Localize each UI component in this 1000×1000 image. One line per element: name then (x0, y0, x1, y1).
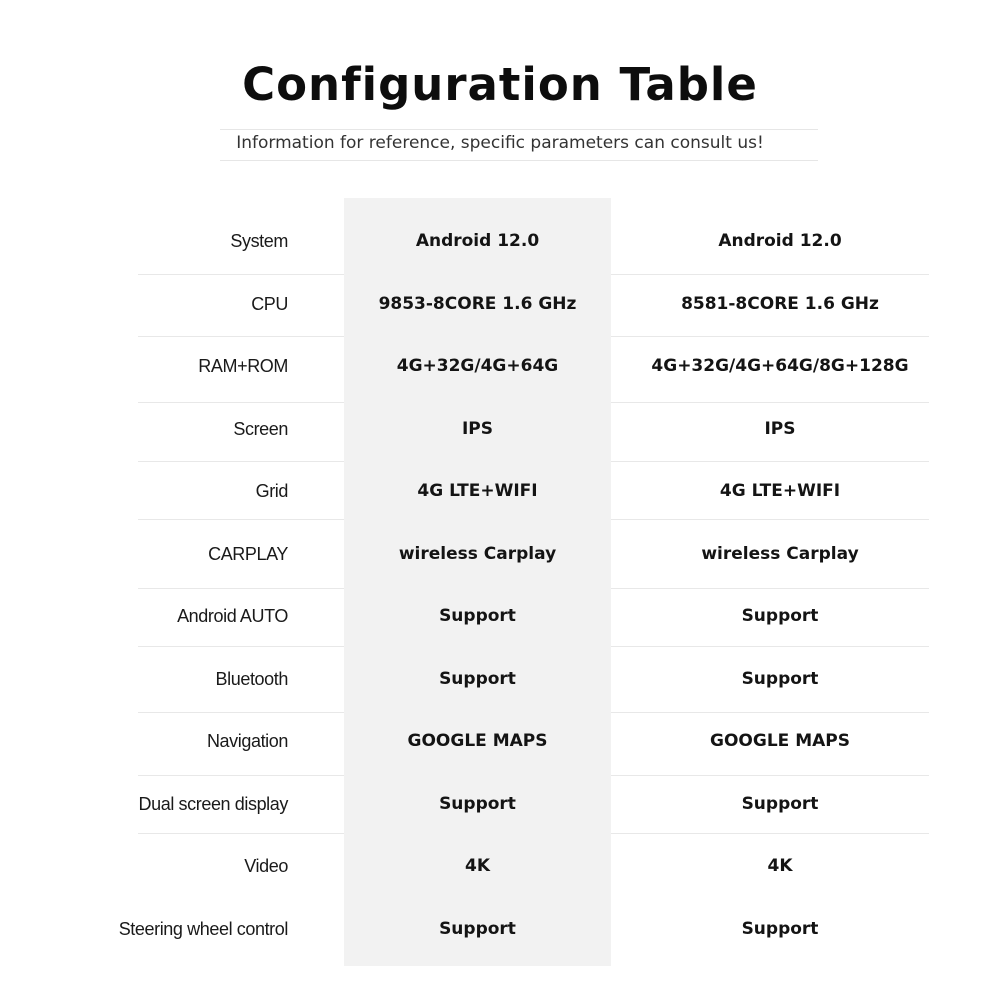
table-row (0, 846, 1000, 886)
row-value-model-b: 4G+32G/4G+64G/8G+128G (651, 356, 909, 376)
page-subtitle: Information for reference, specific parameters can consult us! (236, 133, 764, 153)
row-divider (611, 775, 929, 776)
row-divider (138, 274, 344, 275)
row-value-model-b: IPS (764, 419, 796, 439)
row-value-model-a: Support (439, 919, 516, 939)
row-value-model-a: Android 12.0 (415, 231, 540, 251)
row-label: RAM+ROM (198, 356, 288, 376)
row-value-model-a: 4G LTE+WIFI (417, 481, 538, 501)
row-divider (138, 588, 344, 589)
row-value-model-a: wireless Carplay (398, 544, 557, 564)
row-divider (611, 461, 929, 462)
row-value-model-b: 4K (767, 856, 793, 876)
row-divider (138, 646, 344, 647)
table-row (0, 721, 1000, 761)
row-divider (138, 336, 344, 337)
row-divider (611, 402, 929, 403)
row-value-model-a: 4G+32G/4G+64G (396, 356, 559, 376)
row-divider (611, 646, 929, 647)
row-divider (611, 336, 929, 337)
row-value-model-b: Android 12.0 (718, 231, 842, 251)
table-row (0, 909, 1000, 949)
row-divider (611, 712, 929, 713)
row-divider (138, 461, 344, 462)
row-divider (138, 775, 344, 776)
row-divider (138, 519, 344, 520)
table-row (0, 471, 1000, 511)
row-label: System (230, 231, 288, 251)
table-row (0, 659, 1000, 699)
row-value-model-a: GOOGLE MAPS (407, 731, 548, 751)
row-value-model-b: Support (741, 606, 819, 626)
row-label: CPU (251, 294, 288, 314)
row-value-model-a: Support (439, 606, 516, 626)
row-value-model-b: Support (741, 919, 819, 939)
table-row (0, 409, 1000, 449)
row-value-model-a: Support (439, 669, 516, 689)
table-row (0, 346, 1000, 386)
row-divider (611, 588, 929, 589)
row-value-model-a: Support (439, 794, 516, 814)
row-divider (138, 712, 344, 713)
row-label: Navigation (206, 731, 288, 751)
row-label: Bluetooth (215, 669, 288, 689)
row-value-model-a: 4K (464, 856, 490, 876)
row-label: CARPLAY (208, 544, 288, 564)
row-divider (138, 833, 344, 834)
row-value-model-b: wireless Carplay (701, 544, 859, 564)
row-label: Android AUTO (177, 606, 288, 626)
table-row (0, 596, 1000, 636)
row-value-model-b: 8581-8CORE 1.6 GHz (681, 294, 879, 314)
row-label: Video (244, 856, 288, 876)
table-row (0, 221, 1000, 261)
row-value-model-b: GOOGLE MAPS (710, 731, 850, 751)
row-divider (611, 833, 929, 834)
row-label: Screen (233, 419, 288, 439)
page-title: Configuration Table (242, 58, 758, 111)
row-value-model-b: Support (741, 794, 819, 814)
row-divider (611, 519, 929, 520)
row-value-model-a: IPS (461, 419, 494, 439)
row-value-model-a: 9853-8CORE 1.6 GHz (378, 294, 577, 314)
table-row (0, 784, 1000, 824)
row-value-model-b: 4G LTE+WIFI (719, 481, 841, 501)
table-row (0, 284, 1000, 324)
table-row (0, 534, 1000, 574)
row-value-model-b: Support (741, 669, 819, 689)
row-divider (138, 402, 344, 403)
row-label: Steering wheel control (118, 919, 288, 939)
row-label: Dual screen display (138, 794, 288, 814)
row-label: Grid (255, 481, 288, 501)
row-divider (611, 274, 929, 275)
